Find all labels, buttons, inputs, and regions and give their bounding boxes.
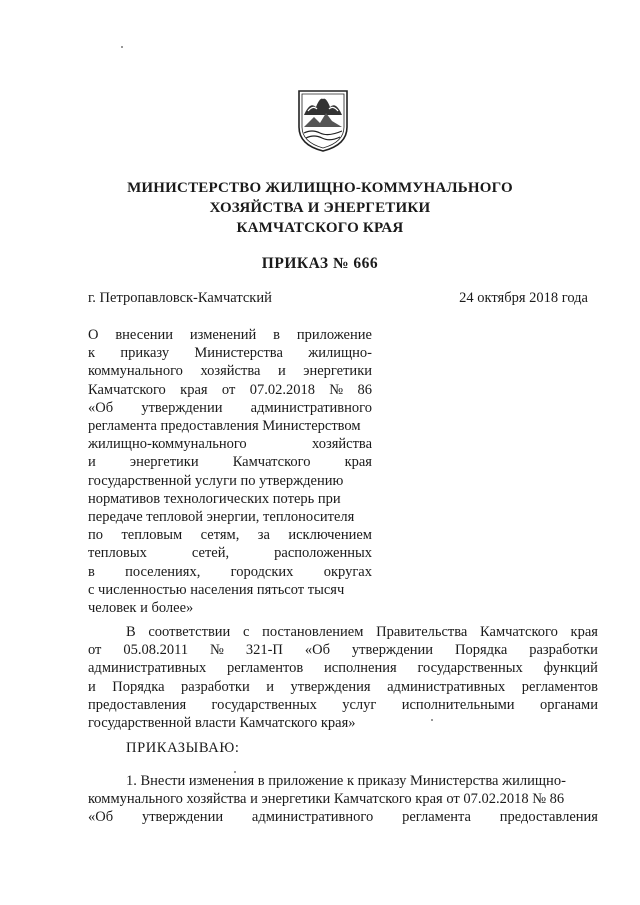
word: «Об (88, 399, 114, 416)
text-line (88, 399, 372, 417)
word: Министерства (194, 345, 283, 362)
text-line (88, 381, 372, 399)
text-line (88, 808, 598, 826)
word: Правительства (376, 624, 468, 640)
word: и (266, 678, 274, 695)
city: г. Петропавловск-Камчатский (88, 290, 272, 306)
text-line (88, 435, 372, 453)
word: исключением (288, 527, 372, 544)
text-line (88, 508, 372, 526)
word: энергетики (129, 454, 199, 471)
word: 86 (357, 381, 372, 398)
word: в (273, 327, 280, 343)
word: государственных (417, 660, 523, 677)
word: разработки (529, 642, 598, 659)
word: внесении (115, 327, 174, 343)
word: расположенных (274, 545, 372, 562)
text-line (88, 696, 598, 714)
word: постановлением (262, 624, 364, 640)
text-line (88, 790, 598, 808)
word: 05.08.2011 (123, 642, 189, 659)
word: сетей, (191, 545, 230, 562)
text-line (88, 623, 598, 641)
word: изменений (189, 327, 257, 343)
word: Камчатского (88, 381, 166, 398)
scan-speck (121, 46, 123, 48)
word: государственной услуги по утверждению (88, 472, 344, 489)
word: № (210, 642, 224, 659)
word: человек и более» (88, 600, 194, 617)
text-line (88, 772, 598, 790)
text-line (88, 526, 372, 544)
kamchatka-coat-of-arms-icon (296, 87, 350, 153)
text-line (88, 714, 598, 732)
word: 07.02.2018 (249, 381, 315, 398)
word: административного (251, 809, 374, 826)
word: «Об (304, 642, 330, 659)
order-title: ПРИКАЗ № 666 (261, 255, 379, 272)
word: «Об (88, 809, 114, 826)
text-line (88, 362, 372, 380)
word: передаче тепловой энергии, теплоносителя (88, 509, 355, 526)
legal-basis-paragraph (88, 623, 598, 732)
word: от (221, 381, 236, 398)
text-line (88, 326, 372, 344)
word: исполнения (324, 660, 397, 677)
word: Порядка (112, 678, 165, 695)
word: 321-П (245, 642, 283, 659)
scan-speck (234, 771, 236, 773)
word: и (88, 678, 96, 695)
word: к (88, 345, 96, 362)
header-line: КАМЧАТСКОГО КРАЯ (236, 220, 404, 236)
order-directive: ПРИКАЗЫВАЮ: (126, 740, 240, 756)
word: исполнительными (401, 696, 515, 713)
word: сетям, (200, 527, 240, 544)
word: регламентов (521, 678, 598, 695)
word: Порядка (455, 642, 508, 659)
word: государственных (211, 696, 317, 713)
word: Камчатского (232, 454, 311, 471)
word: хозяйства (200, 363, 261, 380)
header-line: МИНИСТЕРСТВО ЖИЛИЩНО-КОММУНАЛЬНОГО (127, 180, 513, 196)
word: приказу (120, 345, 170, 362)
word: нормативов технологических потерь при (88, 490, 341, 507)
order-date: 24 октября 2018 года (459, 290, 588, 306)
word: от (88, 642, 102, 659)
header-line: ХОЗЯЙСТВА И ЭНЕРГЕТИКИ (209, 200, 431, 216)
word: края (570, 624, 598, 640)
word: О (88, 327, 99, 343)
word: Камчатского (480, 624, 558, 640)
text-line (88, 544, 372, 562)
word: коммунального хозяйства и энергетики Камчатского края от 07.02.2018 № 86 (88, 791, 565, 808)
word: хозяйства (312, 436, 372, 453)
word: жилищно- (308, 345, 372, 362)
word: в (88, 563, 95, 580)
order-subject (88, 326, 372, 617)
word: функций (543, 660, 598, 677)
scan-speck (431, 719, 433, 721)
text-line (88, 581, 372, 599)
word: В (126, 624, 136, 640)
word: с (243, 624, 250, 640)
word: края (344, 454, 372, 471)
word: соответствии (148, 624, 231, 640)
word: административных (88, 660, 207, 677)
word: энергетики (303, 363, 372, 380)
word: с численностью населения пятьсот тысяч (88, 581, 345, 598)
word: по (88, 527, 104, 544)
word: разработки (181, 678, 250, 695)
word: регламентов (227, 660, 304, 677)
word: государственной власти Камчатского края» (88, 715, 356, 732)
ministry-header (100, 178, 540, 238)
word: тепловых (88, 545, 147, 562)
word: приложение (296, 327, 372, 343)
word: органами (539, 696, 598, 713)
word: административных (387, 678, 506, 695)
word: тепловым (121, 527, 183, 544)
text-line (88, 453, 372, 471)
order-item-1 (88, 772, 598, 827)
word: городских (230, 563, 294, 580)
word: утверждения (290, 678, 371, 695)
word: жилищно-коммунального (88, 436, 247, 453)
text-line (88, 641, 598, 659)
text-line (88, 490, 372, 508)
word: и (88, 454, 96, 471)
word: № (329, 381, 344, 398)
word: предоставления (499, 809, 598, 826)
word: утверждении (141, 399, 223, 416)
text-line (88, 563, 372, 581)
word: административного (250, 399, 372, 416)
word: 1. Внести изменения в приложение к приказу Министерства жилищно- (126, 773, 566, 789)
text-line (88, 599, 372, 617)
text-line (88, 344, 372, 362)
word: за (257, 527, 270, 544)
word: регламента (402, 809, 471, 826)
word: утверждении (351, 642, 434, 659)
word: и (277, 363, 286, 380)
text-line (88, 659, 598, 677)
text-line (88, 417, 372, 435)
word: округах (323, 563, 372, 580)
word: регламента предоставления Министерством (88, 418, 361, 435)
word: утверждении (141, 809, 224, 826)
word: края (180, 381, 208, 398)
word: предоставления (88, 696, 187, 713)
word: услуг (342, 696, 377, 713)
text-line (88, 472, 372, 490)
word: поселениях, (125, 563, 201, 580)
text-line (88, 678, 598, 696)
word: коммунального (88, 363, 183, 380)
